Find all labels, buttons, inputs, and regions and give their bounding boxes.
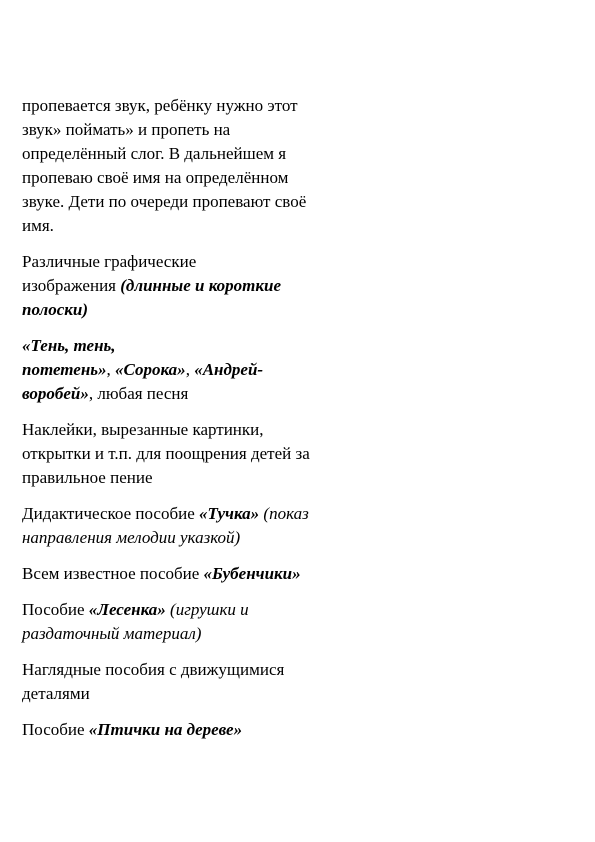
text-run: , [185, 360, 195, 379]
text-run: «Сорока» [115, 360, 186, 379]
text-run: пропевается звук, ребёнку нужно этот [22, 96, 298, 115]
text-line [22, 250, 382, 274]
text-run: раздаточный материал) [22, 624, 202, 643]
text-run: правильное пение [22, 468, 153, 487]
paragraph-tuchka [22, 502, 382, 550]
document-body [22, 94, 382, 742]
text-run: (игрушки и [165, 600, 249, 619]
text-line [22, 190, 382, 214]
text-line [22, 166, 382, 190]
text-line [22, 298, 382, 322]
text-line [22, 334, 382, 358]
text-run: определённый слог. В дальнейшем я [22, 144, 287, 163]
text-line [22, 94, 382, 118]
text-run: Пособие [22, 720, 89, 739]
text-line [22, 502, 382, 526]
text-line [22, 682, 382, 706]
text-run: «Тучка» [199, 504, 260, 523]
paragraph-graphic-images [22, 250, 382, 322]
text-line [22, 526, 382, 550]
text-run: направления мелодии указкой) [22, 528, 241, 547]
text-run: звуке. Дети по очереди пропевают своё [22, 192, 307, 211]
text-line [22, 598, 382, 622]
text-line [22, 142, 382, 166]
text-line [22, 418, 382, 442]
text-run: «Андрей- [194, 360, 264, 379]
text-line [22, 658, 382, 682]
paragraph-intro [22, 94, 382, 238]
text-run: воробей» [22, 384, 89, 403]
text-run: , [106, 360, 116, 379]
document-page [22, 94, 382, 754]
text-run: полоски) [22, 300, 89, 319]
paragraph-ptichki [22, 718, 382, 742]
text-run: Всем известное пособие [22, 564, 204, 583]
paragraph-visual-aids [22, 658, 382, 706]
text-line [22, 118, 382, 142]
text-run: Наклейки, вырезанные картинки, [22, 420, 264, 439]
text-run: звук» поймать» и пропеть на [22, 120, 231, 139]
text-run: деталями [22, 684, 90, 703]
paragraph-songs [22, 334, 382, 406]
text-run: «Лесенка» [88, 600, 166, 619]
text-line [22, 382, 382, 406]
text-run: «Тень, тень, [22, 336, 116, 355]
paragraph-lesenka [22, 598, 382, 646]
text-line [22, 718, 382, 742]
text-run: имя. [22, 216, 54, 235]
text-run: Пособие [22, 600, 89, 619]
text-line [22, 274, 382, 298]
text-run: (показ [259, 504, 309, 523]
text-run: «Птички на дереве» [88, 720, 243, 739]
text-line [22, 442, 382, 466]
text-line [22, 466, 382, 490]
text-line [22, 622, 382, 646]
text-run: , любая песня [88, 384, 189, 403]
paragraph-stickers [22, 418, 382, 490]
text-run: пропеваю своё имя на определённом [22, 168, 289, 187]
text-line [22, 562, 382, 586]
text-run: Наглядные пособия с движущимися [22, 660, 285, 679]
text-run: «Бубенчики» [203, 564, 301, 583]
text-run: изображения [22, 276, 121, 295]
text-line [22, 358, 382, 382]
paragraph-bubenchiki [22, 562, 382, 586]
text-line [22, 214, 382, 238]
text-run: Различные графические [22, 252, 197, 271]
text-run: Дидактическое пособие [22, 504, 200, 523]
text-run: открытки и т.п. для поощрения детей за [22, 444, 310, 463]
text-run: потетень» [22, 360, 107, 379]
text-run: (длинные и короткие [120, 276, 282, 295]
